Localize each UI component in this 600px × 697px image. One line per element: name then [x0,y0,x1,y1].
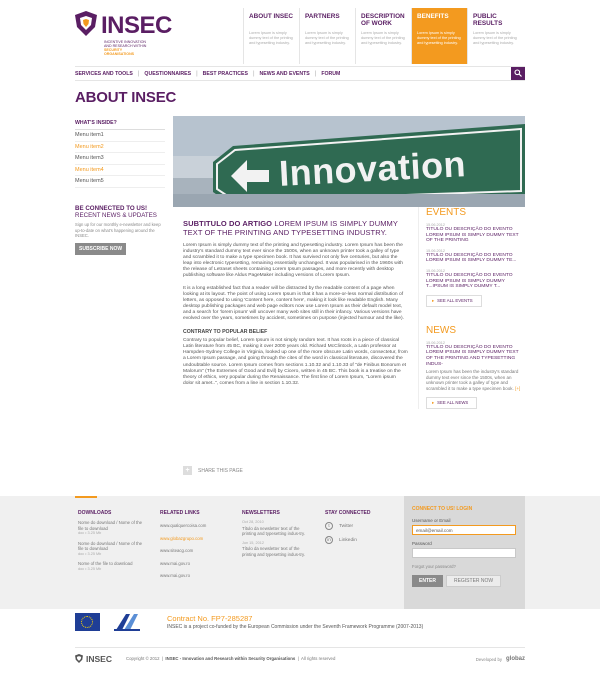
article-title: SUBTITULO DO ARTIGO LOREM IPSUM IS SIMPLY DUMMY TEXT OF THE PRINTING AND TYPESETTING INDUSTRY. [183,219,398,237]
footer-related-links: RELATED LINKS www.qualquercoisa.com www.globazgrupo.com www.siteacg.com www.mai.gov.ro www.mai.gov.ro [160,510,230,579]
shield-logo-icon [75,654,83,663]
topnav-description-of-work[interactable]: DESCRIPTION OF WORK Lorem Ipsum is simply dummy text of the printing and typesetting industry. [355,8,411,64]
subnav-news-and-events[interactable]: NEWS AND EVENTS [259,70,310,77]
fp7-logo-icon [112,612,142,632]
sidebar-item-4[interactable]: Menu item4 [75,165,165,177]
related-link[interactable]: www.siteacg.com [160,548,194,553]
see-all-events-button[interactable]: ▸ SEE ALL EVENTS [426,295,482,307]
download-item[interactable]: Nome do download / Nome of the file to download doc • 3.25 Mb [78,520,143,535]
connect-description: Sign up for our monthly e-newsletter and keep up-to-date on what's happening around the INSEC. [75,222,161,238]
logo-tagline: INCENTIVE INNOVATION AND RESEARCH WITHIN SECURITY ORGANISATIONS [104,40,147,56]
newsletter-item[interactable]: Jun 15, 2012 Título da newsletter text of the printing and typesetting indus-try. [242,540,305,557]
related-link[interactable]: www.globazgrupo.com [160,535,204,541]
event-item[interactable]: 15.06.2012 TITULO OU DESCRIÇÃO DO EVENTO LOREM IPSUM IS SIMPLY DUMMY TE... [426,248,517,264]
username-label: Username or Email [412,518,451,523]
top-navigation [243,8,523,64]
related-link[interactable]: www.qualquercoisa.com [160,523,207,528]
sidebar-heading: WHAT'S INSIDE? [75,120,165,130]
sidebar-item-2[interactable]: Menu item2 [75,142,165,154]
topnav-benefits[interactable]: BENEFITS Lorem Ipsum is simply dummy text of the printing and typesetting industry. [411,8,467,64]
footer [0,496,600,609]
twitter-icon: t [325,522,333,530]
connect-title: BE CONNECTED TO US! [75,205,148,212]
topnav-about[interactable]: ABOUT INSEC Lorem Ipsum is simply dummy text of the printing and typesetting industry. [243,8,299,64]
connect-subtitle: RECENT NEWS & UPDATES [75,212,157,219]
event-item[interactable]: 15.06.2012 TITULO OU DESCRIÇÃO DO EVENTO LOREM IPSUM IS SIMPLY DUMMY TEXT OF THE PRINTING [426,223,519,244]
footer-accent [75,496,97,498]
sidebar-item-3[interactable]: Menu item3 [75,153,165,165]
sidebar-item-5[interactable]: Menu item5 [75,176,165,188]
arrow-right-icon: ▸ [432,399,435,405]
enter-button[interactable]: ENTER [412,575,443,587]
password-input[interactable] [412,548,516,558]
linkedin-icon: in [325,536,333,544]
subnav-forum[interactable]: FORUM [321,70,341,77]
footer-newsletters: NEWSLETTERS Oct 28, 2010 Título da newsletter text of the printing and typesetting indus-try. Jun 15, 2012 Título da newsletter text of the printing and typesetting indus-try. [242,510,312,557]
plus-icon: + [183,466,192,475]
globaz-logo: globaz [506,656,525,662]
subnav-separator: | [137,70,140,77]
hero-image [173,116,525,207]
password-label: Password [412,541,432,546]
share-label: SHARE THIS PAGE [198,467,243,474]
article [183,219,408,387]
username-input[interactable]: email@email.com [412,525,516,535]
subnav-services-and-tools[interactable]: SERVICES AND TOOLS [75,70,133,77]
news-item[interactable]: 15.06.2012 TITULO OU DESCRIÇÃO DO EVENTO LOREM IPSUM IS SIMPLY DUMMY TEXT OF THE PRINTING AND TYPESETTING INDUS- Lorem Ipsum has been the industry's standard dummy text ever since the 1500s, when an unknown printer took a galley of type and scrambled it to make a type specimen book. [+] [426,340,521,391]
subscribe-button[interactable]: SUBSCRIBE NOW [75,243,126,255]
eu-flag-icon [75,613,100,631]
bottom-bar [75,647,525,663]
login-heading: CONNECT TO US! LOGIN [412,506,473,512]
related-link[interactable]: www.mai.gov.ro [160,560,191,566]
sidebar-item-1[interactable]: Menu item1 [75,130,165,142]
subnav-best-practices[interactable]: BEST PRACTICES [202,70,248,77]
read-more-link[interactable]: [+] [515,385,521,391]
subnav-questionnaires[interactable]: QUESTIONNAIRES [144,70,192,77]
download-item[interactable]: Nome do download / Nome of the file to download doc • 3.25 Mb [78,540,143,556]
article-paragraph-1: Lorem Ipsum is simply dummy text of the printing and typesetting industry. Lorem Ipsum has been the industry's standard dummy text ever since the 1500s, when an unknown printer took a galley of type and scrambled it to make a type specimen book. It has survived not only five centuries, but also the leap into electronic typesetting, remaining essentially unchanged. It was popularised in the 1960s with the release of Letraset sheets containing Lorem Ipsum passages, and more recently with desktop publishing software like Aldus PageMaker including versions of Lorem Ipsum. [183,243,403,279]
search-button[interactable] [511,67,525,80]
see-all-news-button[interactable]: ▸ SEE ALL NEWS [426,397,477,409]
article-subheading: CONTRARY TO POPULAR BELIEF [183,329,268,336]
sub-navigation [75,66,525,81]
footer-downloads: DOWNLOADS Nome do download / Nome of the file to download doc • 3.25 Mb Nome do download / Nome of the file to download doc • 3.25 Mb Nome of the file to download doc • 3.25 Mb [78,510,148,572]
newsletter-signup [75,205,165,255]
share-this-page[interactable] [183,466,408,475]
footer-stay-connected: STAY CONNECTED t Twitter in Linkedin [325,510,395,544]
logo-text: INSEC [101,12,172,39]
search-icon [514,69,522,77]
event-item[interactable]: 15.06.2012 TITULO OU DESCRIÇÃO DO EVENTO LOREM IPSUM IS SIMPLY DUMMY T...IPSUM IS SIMPLY DUMMY T... [426,268,513,290]
download-item[interactable]: Nome of the file to download doc • 3.25 Mb [78,561,133,571]
contract-info [75,609,525,639]
article-paragraph-2: It is a long established fact that a reader will be distracted by the readable content of a page when looking at its layout. The point of using Lorem Ipsum is that it has a more-or-less normal distribution of letters, as opposed to using 'Content here, content here', making it look like readable English. Many desktop publishing packages and web page editors now use Lorem Ipsum as their default model text, and a search for 'lorem ipsum' will uncover many web sites still in their infancy. Various versions have evolved over the years, sometimes by accident, sometimes on purpose (injected humour and the like). [183,285,405,322]
linkedin-link[interactable]: in Linkedin [325,536,395,544]
topnav-partners[interactable]: PARTNERS Lorem Ipsum is simply dummy text of the printing and typesetting industry. [299,8,355,64]
developer-credit[interactable]: Developed by globaz [475,656,525,662]
footer-logo[interactable]: INSEC [75,654,112,664]
login-panel [404,496,525,609]
news-heading: NEWS [426,324,456,336]
newsletter-item[interactable]: Oct 28, 2010 Título da newsletter text of the printing and typesetting indus-try. [242,520,305,536]
subnav-separator: | [314,70,317,77]
insec-logo[interactable] [75,11,185,61]
contract-number: Contract No. FP7-285287 [167,614,253,623]
register-button[interactable]: REGISTER NOW [446,575,501,587]
forgot-password-link[interactable]: Forgot your password? [412,564,456,569]
subnav-separator: | [196,70,198,77]
page-title: ABOUT INSEC [75,89,177,106]
shield-logo-icon [75,11,97,36]
related-link[interactable]: www.mai.gov.ro [160,573,191,578]
contract-description: INSEC is a project co-funded by the European Commission under the Seventh Framework Programme (2007-2013) [167,624,424,630]
twitter-link[interactable]: t Twitter [325,522,395,530]
subnav-separator: | [252,70,255,77]
arrow-right-icon: ▸ [432,297,435,303]
events-heading: EVENTS [426,207,467,218]
hero-sign-text: Innovation [278,143,467,194]
right-column [418,207,525,409]
topnav-public-results[interactable]: PUBLIC RESULTS Lorem Ipsum is simply dummy text of the printing and typesetting industry. [467,8,523,64]
article-paragraph-3: Contrary to popular belief, Lorem Ipsum is not simply random text. It has roots in a piece of classical Latin literature from 45 BC, making it over 2000 years old. Richard McClintock, a Latin professor at Hampden-Sydney College in Virginia, looked up one of the more obscure Latin words, consectetur, from a Lorem Ipsum passage, and going through the cites of the word in classical literature, discovered the undoubtable source. Lorem Ipsum comes from sections 1.10.32 and 1.10.33 of "de Finibus Bonorum et Malorum" (The Extremes of Good and Evil) by Cicero, written in 45 BC. This book is a treatise on the theory of ethics, very popular during the Renaissance. The first line of Lorem Ipsum, "Lorem ipsum dolor sit amet..", comes from a line in section 1.10.32. [183,338,408,386]
sidebar-menu [75,120,165,188]
copyright-text: Copyright © 2012 | INSEC - Innovation and Research within Security Organisations | All rights reserved [125,656,336,661]
